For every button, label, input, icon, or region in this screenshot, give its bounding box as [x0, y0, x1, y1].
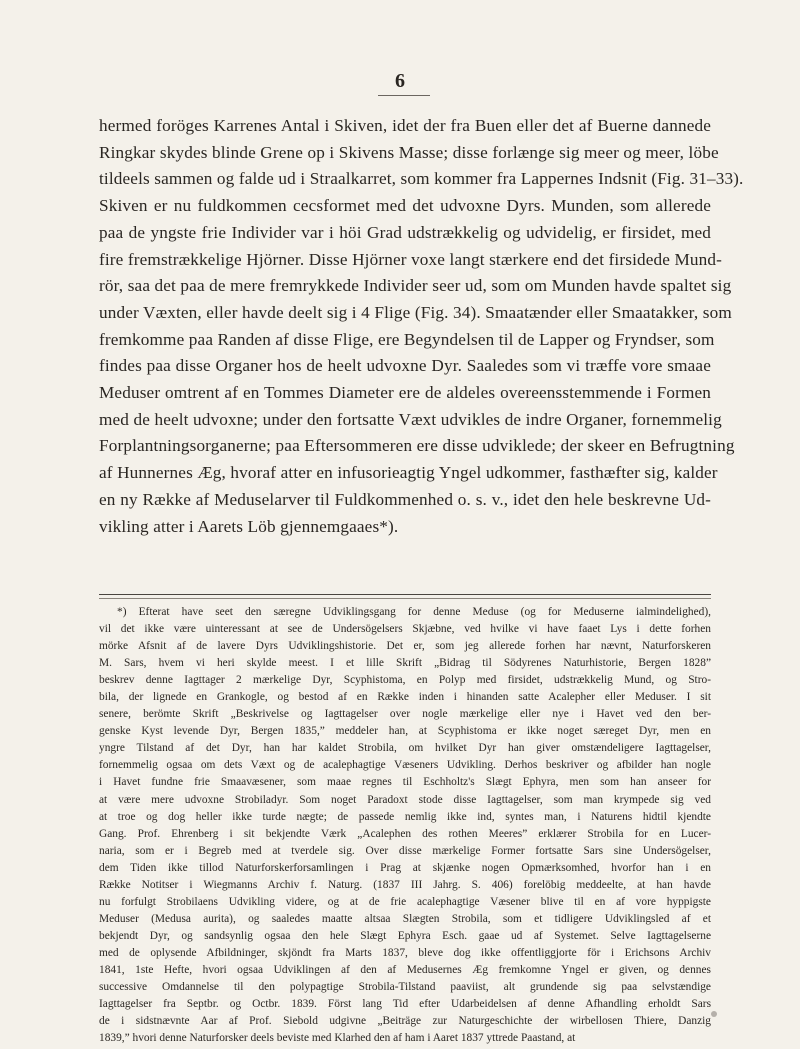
footnote-line: Meduser (Medusa aurita), og saaledes maatte altsaa Slægten Strobila, som et tidligere Udviklingsled af et: [99, 912, 711, 925]
main-text-line: tildeels sammen og falde ud i Straalkarret, som kommer fra Lappernes Indsnit (Fig. 31–33).: [99, 169, 744, 189]
main-text-line: hermed foröges Karrenes Antal i Skiven, idet der fra Buen eller det af Buerne dannede: [99, 116, 711, 135]
footnote-line: senere, berömte Skrift „Beskrivelse og Iagttagelser over nogle mærkelige eller nye i Havet ved den ber-: [99, 708, 711, 721]
footnote-divider: [99, 594, 711, 595]
main-text-line: under Væxten, eller havde deelt sig i 4 Flige (Fig. 34). Smaatænder eller Smaatakker, som: [99, 302, 732, 322]
footnote-line: med de oplysende Afbildninger, skjöndt fra Marts 1837, bleve dog ikke offentliggjorte för i Erichsons Archiv: [99, 946, 711, 959]
footnote-line: M. Sars, hvem vi heri skylde meest. I et lille Skrift „Bidrag til Södyrenes Naturhistorie, Bergen 1828”: [99, 657, 711, 670]
footnote-line: *) Efterat have seet den særegne Udviklingsgang for denne Meduse (og for Meduserne ialmindelighed),: [117, 606, 711, 618]
main-text-line: rör, saa det paa de mere fremrykkede Individer seer ud, som om Munden havde spaltet sig: [99, 276, 732, 296]
main-text-line: fire fremstrækkelige Hjörner. Disse Hjörner voxe langt stærkere end det firsidede Mund-: [99, 249, 723, 269]
footnote-line: bila, der lignede en Grankogle, og bestod af en Række inden i hinanden satte Acalepher eller Meduser. I sit: [99, 691, 711, 704]
footnote-line: successive Omdannelse til den polypagtige Strobila-Tilstand paaviist, alt grundende sig paa selvstændige: [99, 981, 711, 994]
main-text-line: Meduser omtrent af en Tommes Diameter ere de aldeles overeensstemmende i Formen: [99, 383, 711, 403]
main-text: [99, 113, 744, 540]
main-text-line: Skiven er nu fuldkommen cecsformet med det udvoxne Dyrs. Munden, som allerede: [99, 196, 711, 216]
main-text-line: en ny Række af Meduselarver til Fuldkommenhed o. s. v., idet den hele beskrevne Ud-: [99, 489, 711, 509]
footnote-line: nu forfulgt Strobilaens Udvikling videre, og at de frie acalephagtige Væsener blive til en af vore hyppigste: [99, 895, 711, 908]
footnote-line: bekjendt Dyr, og sandsynlig ogsaa den hele Slægt Ephyra Esch. gaae ud af Systemet. Selve Iagttagelserne: [99, 929, 711, 942]
footnote: [99, 604, 711, 1047]
footnote-line: 1839,” hvori denne Naturforsker deels beviste med Klarhed den af ham i Aaret 1837 yttrede Paastand, at: [99, 1032, 576, 1045]
footnote-line: dem Tiden ikke tillod Naturforskerforsamlingen i Prag at skjænke nogen Opmærksomhed, hvorfor han i en: [99, 861, 711, 874]
footnote-line: at være mere udvoxne Strobiladyr. Som noget Paradoxt stode disse Iagttagelser, som man krympede sig ved: [99, 793, 711, 806]
footnote-line: de i sidstnævnte Aar af Prof. Siebold udgivne „Beiträge zur Naturgeschichte der wirbellosen Thiere, Danzig: [99, 1015, 711, 1028]
footnote-line: genske Kyst levende Dyr, Bergen 1835,” meddeler han, at Scyphistoma er ikke noget særeget Dyr, men en: [99, 725, 711, 738]
main-text-line: fremkomme paa Randen af disse Flige, ere Begyndelsen til de Lapper og Fryndser, som: [99, 329, 715, 349]
main-text-line: med de heelt udvoxne; under den fortsatte Væxt udvikles de indre Organer, fornemmelig: [99, 409, 722, 429]
main-text-line: Forplantningsorganerne; paa Eftersommeren ere disse udviklede; der skeer en Befrugtning: [99, 436, 735, 456]
page-number-rule: [378, 95, 430, 96]
page-speck: [711, 1011, 717, 1017]
footnote-line: Række Notitser i Wiegmanns Archiv f. Naturg. (1837 III Jahrg. S. 406) forelöbig meddeelte, at han havde: [99, 878, 711, 891]
footnote-line: fornemmelig ogsaa om dets Væxt og de acalephagtige Væseners Udvikling. Derhos beskriver og afbilder han nogle: [99, 759, 711, 772]
main-text-line: paa de yngste frie Individer var i höi Grad udstrækkelig og udvidelig, er firsidet, med: [99, 222, 711, 242]
footnote-line: at troe og dog heller ikke turde nægte; de passede nemlig ikke ind, syntes man, i Naturens hidtil kjendte: [99, 810, 711, 823]
footnote-line: i Havet fundne frie Smaavæsener, som maae regnes til Eschholtz's Slægt Ephyra, men som han anseer for: [99, 776, 711, 789]
footnote-line: vil det ikke være uinteressant at see de Undersögelsers Skjæbne, ved hvilke vi have faaet Lys i dette forhen: [99, 623, 711, 636]
main-text-line: Ringkar skydes blinde Grene op i Skivens Masse; disse forlænge sig meer og meer, löbe: [99, 142, 719, 162]
main-text-line: af Hunnernes Æg, hvoraf atter en infusorieagtig Yngel udkommer, fasthæfter sig, kalder: [99, 463, 718, 483]
footnote-line: Gang. Prof. Ehrenberg i sit bekjendte Værk „Acalephen des rothen Meeres” erklærer Strobila for en Lucer-: [99, 827, 711, 840]
footnote-line: 1841, 1ste Hefte, hvori ogsaa Udviklingen af den af Medusernes Æg fremkomne Yngel er given, og dennes: [99, 963, 711, 976]
footnote-line: mörke Afsnit af de lavere Dyrs Udviklingshistorie. Det er, som jeg allerede forhen har nævnt, Naturforskeren: [99, 640, 711, 653]
footnote-divider-secondary: [99, 598, 711, 599]
page-number: 6: [395, 70, 405, 92]
footnote-line: Iagttagelser fra Septbr. og Octbr. 1839. Först lang Tid efter Udarbeidelsen af denne Afhandling erholdt Sars: [99, 998, 711, 1011]
footnote-line: beskrev denne Iagttager 2 mærkelige Dyr, Scyphistoma, en Polyp med firsidet, udstrækkelig Mund, og Stro-: [99, 674, 711, 687]
footnote-line: naria, som er i Begreb med at tverdele sig. Over disse mærkelige Former fortsatte Sars sine Undersögelser,: [99, 844, 711, 857]
main-text-line: vikling atter i Aarets Löb gjennemgaaes*).: [99, 516, 399, 536]
footnote-line: yngre Tilstand af det Dyr, han har kaldet Strobila, om hvilket Dyr han giver omstændeligere Iagttagelser,: [99, 742, 711, 755]
main-text-line: findes paa disse Organer hos de heelt udvoxne Dyr. Saaledes som vi træffe vore smaae: [99, 356, 711, 376]
